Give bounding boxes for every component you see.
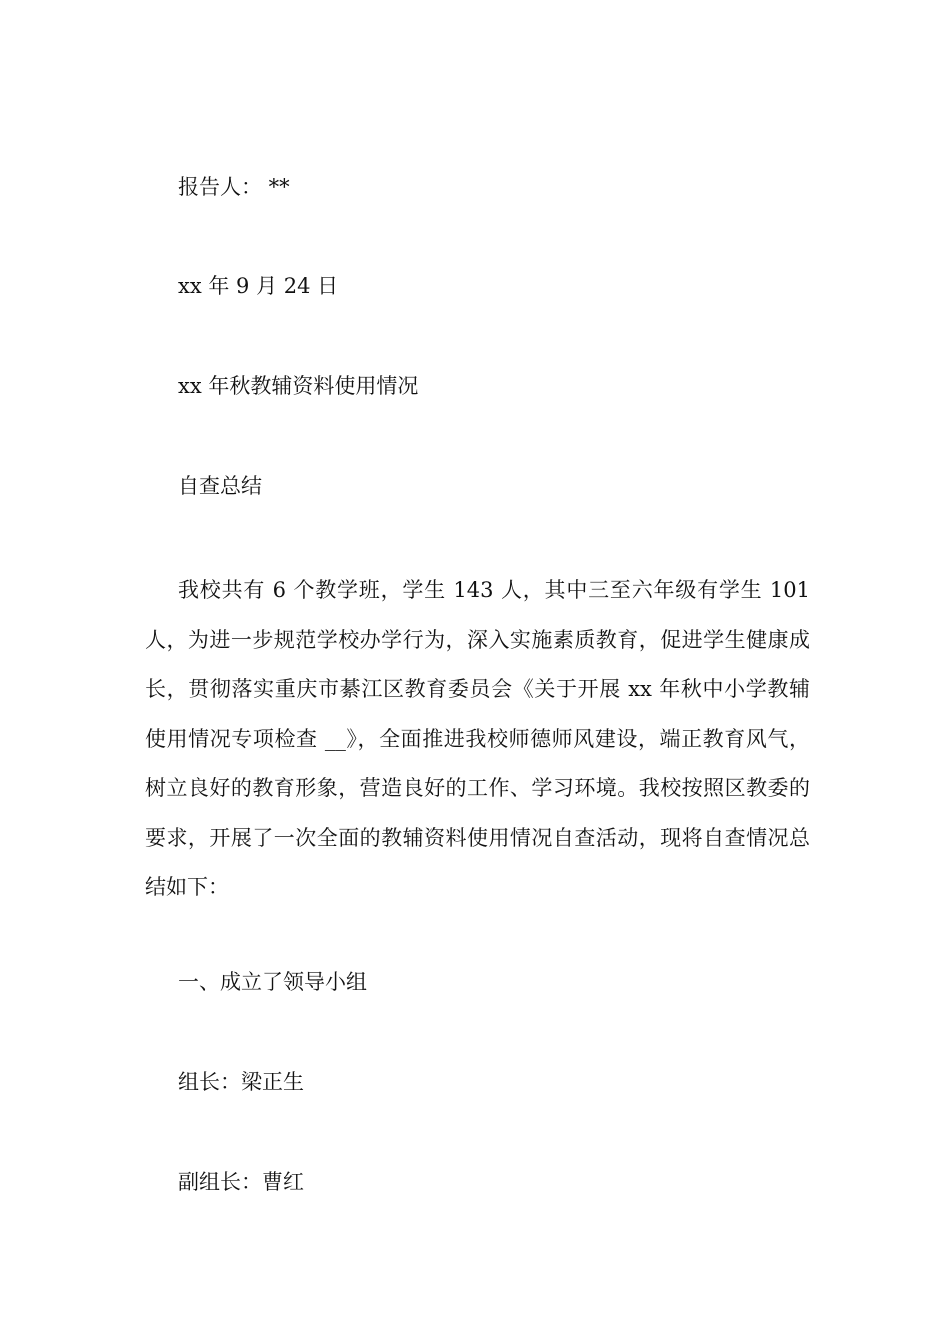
intro-paragraph: 我校共有 6 个教学班，学生 143 人，其中三至六年级有学生 101 人，为进一步规范学校办学行为，深入实施素质教育，促进学生健康成长，贯彻落实重庆市綦江区教育委员会《关于开展 xx 年秋中小学教辅使用情况专项检查 __》，全面推进我校师德师风建设，端正教育风气，树立良好的教育形象，营造良好的工作、学习环境。我校按照区教委的要求，开展了一次全面的教辅资料使用情况自查活动，现将自查情况总结如下： [145, 578, 810, 899]
date-line: xx 年 9 月 24 日 [178, 274, 339, 298]
deputy-leader-line: 副组长：曹红 [178, 1170, 304, 1194]
document-title: xx 年秋教辅资料使用情况 [178, 374, 419, 398]
document-subtitle: 自查总结 [178, 474, 262, 498]
reporter-line: 报告人： ** [178, 175, 290, 199]
section-one-heading: 一、成立了领导小组 [178, 970, 367, 994]
leader-line: 组长：梁正生 [178, 1070, 304, 1094]
